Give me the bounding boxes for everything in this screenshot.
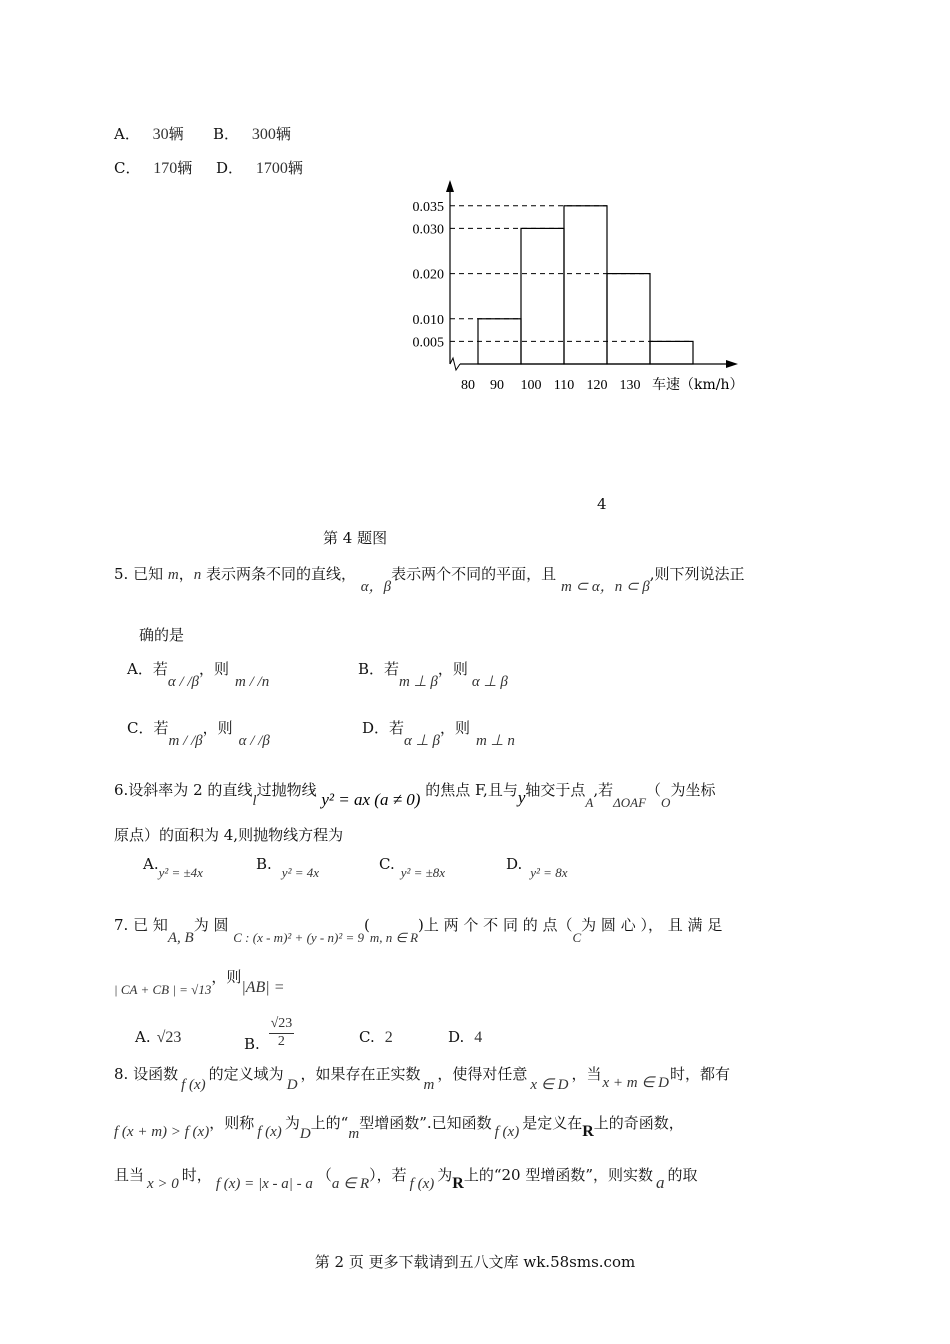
math-AB-abs: |AB| = xyxy=(241,979,285,996)
math-condition: m ⊥ β xyxy=(399,674,438,690)
math-a: a xyxy=(656,1173,665,1192)
option-unit: 辆 xyxy=(177,159,193,177)
text: ( xyxy=(364,916,370,934)
math-condition: α ⊥ β xyxy=(404,733,440,749)
text: 7. 已 知 xyxy=(114,916,168,934)
y-axis-arrow xyxy=(446,180,454,192)
math-option: y² = ±8x xyxy=(400,865,446,880)
text: 5. 已知 xyxy=(114,565,168,583)
text: 过抛物线 xyxy=(256,781,317,799)
speed-histogram xyxy=(390,170,770,400)
x-tick-label: 100 xyxy=(520,378,542,393)
option-label: B． xyxy=(213,125,240,143)
text: 为 圆 心 ）， 且 满 足 xyxy=(581,916,723,934)
q4-option-c xyxy=(114,159,192,178)
option-label: A. xyxy=(135,1028,151,1046)
option-unit: 辆 xyxy=(168,125,184,143)
text: ，使得对任意 xyxy=(437,1065,528,1083)
text: 的焦点 F,且与 xyxy=(425,781,518,799)
text: 表示两个不同的平面，且 xyxy=(391,565,557,583)
text: ，则 xyxy=(211,968,242,986)
math-result: m ⊥ n xyxy=(475,733,515,749)
text: 上的奇函数， xyxy=(593,1114,684,1132)
option-label: C. xyxy=(359,1028,375,1046)
figure-caption: 第 4 题图 xyxy=(323,529,388,547)
math-definition: f (x) = |x - a| - a xyxy=(215,1176,313,1192)
math-D: D xyxy=(299,1126,311,1142)
option-unit: 辆 xyxy=(287,159,303,177)
q6-option-d xyxy=(506,855,568,880)
text: 轴交于点 xyxy=(525,781,586,799)
option-label: D．若 xyxy=(362,719,405,737)
text: ，当 xyxy=(571,1065,602,1083)
text: ，则 xyxy=(202,719,233,737)
fraction-numerator: √23 xyxy=(269,1016,295,1034)
text: 型增函数”.已知函数 xyxy=(359,1114,492,1132)
math-condition: m, n ∈ R xyxy=(369,930,419,945)
text: 为 圆 xyxy=(193,916,229,934)
q8-stem-line3 xyxy=(114,1165,698,1192)
math-D: D xyxy=(286,1077,298,1093)
text: ，则 xyxy=(437,660,468,678)
q4-option-a xyxy=(114,125,184,144)
option-label: C．若 xyxy=(127,719,169,737)
math-x-positive: x > 0 xyxy=(147,1176,179,1192)
text: ，则 xyxy=(439,719,470,737)
q8-stem-line2 xyxy=(114,1114,684,1142)
q4-option-b xyxy=(213,125,291,144)
math-a-in-R: a ∈ R xyxy=(331,1176,370,1192)
text: ，则 xyxy=(199,660,230,678)
text: ，如果存在正实数 xyxy=(300,1065,421,1083)
text: 为 xyxy=(437,1166,453,1184)
math-inequality: f (x + m) > f (x) xyxy=(114,1124,210,1140)
text: 6.设斜率为 2 的直线 xyxy=(114,781,253,799)
math-R: R xyxy=(582,1123,594,1140)
option-label: D. xyxy=(506,855,523,873)
math-condition: m ⊂ α，n ⊂ β xyxy=(560,579,650,595)
text: ,则下列说法正 xyxy=(649,565,745,583)
histogram-bar xyxy=(650,341,693,364)
x-tick-label: 120 xyxy=(586,378,608,393)
q7-stem-line2 xyxy=(114,968,285,997)
q5-option-c xyxy=(127,719,270,749)
math-x-in-D: x ∈ D xyxy=(530,1077,569,1093)
option-unit: 辆 xyxy=(275,125,291,143)
q7-option-b xyxy=(244,1016,294,1054)
histogram-bar xyxy=(521,228,564,364)
q5-option-b xyxy=(358,660,508,690)
math-option: y² = 8x xyxy=(530,865,568,880)
math-result: α / /β xyxy=(238,733,270,749)
option-label: D. xyxy=(448,1028,465,1046)
math-circle: C : (x - m)² + (y - n)² = 9 xyxy=(233,930,364,945)
text: 上 两 个 不 同 的 点（ xyxy=(423,916,573,934)
math-C: C xyxy=(572,930,582,945)
q7-option-d xyxy=(448,1028,482,1047)
option-label: A．若 xyxy=(127,660,168,678)
math-parabola: y² = ax (a ≠ 0) xyxy=(321,790,421,809)
page-footer: 第 2 页 更多下载请到五八文库 wk.58sms.com xyxy=(314,1253,636,1271)
q7-option-a xyxy=(135,1028,181,1047)
option-label: A. xyxy=(143,855,159,873)
math-fx: f (x) xyxy=(181,1077,206,1093)
text: ，则称 xyxy=(209,1114,255,1132)
option-label: B．若 xyxy=(358,660,400,678)
math-l: l xyxy=(252,793,257,809)
math-A: A xyxy=(585,795,594,810)
y-tick-label: 0.010 xyxy=(412,312,444,328)
y-tick-label: 0.020 xyxy=(412,267,444,283)
x-tick-label: 110 xyxy=(553,378,575,393)
math-fx: f (x) xyxy=(257,1124,282,1140)
math-result: α ⊥ β xyxy=(471,674,508,690)
q6-option-c xyxy=(379,855,446,880)
text: 为坐标 xyxy=(670,781,716,799)
q5-option-a xyxy=(127,660,270,690)
option-label: B. xyxy=(256,855,272,873)
q8-stem-line1 xyxy=(114,1065,731,1093)
math-fx: f (x) xyxy=(409,1176,435,1192)
x-tick-label: 90 xyxy=(490,378,504,393)
math-vector-condition: | CA + CB | = √13 xyxy=(114,982,212,997)
option-label: C. xyxy=(379,855,395,873)
option-value: 30 xyxy=(152,126,169,143)
math-triangle: ΔOAF xyxy=(613,795,647,810)
math-option: y² = ±4x xyxy=(158,865,203,880)
text: ， xyxy=(178,565,194,583)
text: ,若 xyxy=(593,781,614,799)
math-m: m xyxy=(348,1126,360,1142)
option-value: 170 xyxy=(153,160,178,177)
q6-option-b xyxy=(256,855,320,880)
histogram-bar xyxy=(564,206,607,364)
math-option: 4 xyxy=(474,1029,483,1046)
text: ) xyxy=(418,916,424,934)
math-condition: α / /β xyxy=(167,674,200,690)
math-fx: f (x) xyxy=(494,1124,520,1140)
math-condition: m / /β xyxy=(168,733,203,749)
y-tick-label: 0.035 xyxy=(412,199,444,215)
math-planes: α，β xyxy=(360,579,392,595)
math-option: √23 xyxy=(156,1029,182,1046)
option-label: C． xyxy=(114,159,141,177)
math-x-plus-m: x + m ∈ D xyxy=(602,1075,669,1091)
math-R: R xyxy=(452,1175,464,1192)
q5-stem xyxy=(114,565,745,595)
text: 表示两条不同的直线， xyxy=(201,565,356,583)
math-option: 2 xyxy=(384,1029,393,1046)
option-value: 1700 xyxy=(255,160,288,177)
text: 的取 xyxy=(667,1166,698,1184)
math-result: m / /n xyxy=(235,674,270,690)
q4-option-d xyxy=(216,159,303,178)
axis-break xyxy=(450,358,460,370)
text: （ xyxy=(316,1166,332,1184)
math-m: m xyxy=(167,567,179,583)
math-option: y² = 4x xyxy=(281,865,320,880)
text: 时，都有 xyxy=(670,1065,731,1083)
text: 为 xyxy=(284,1114,300,1132)
histogram-bar xyxy=(607,274,650,364)
text: 时， xyxy=(181,1166,212,1184)
x-tick-label: 80 xyxy=(461,378,475,393)
math-AB: A, B xyxy=(167,930,194,946)
x-tick-label: 130 xyxy=(619,378,641,393)
q5-stem-line2: 确的是 xyxy=(139,626,185,644)
figure-number: 4 xyxy=(597,495,607,513)
q5-option-d xyxy=(362,719,515,749)
y-tick-label: 0.030 xyxy=(412,222,444,238)
y-tick-label: 0.005 xyxy=(412,335,444,351)
math-O: O xyxy=(661,795,671,810)
text: （ xyxy=(646,781,662,799)
text: ），若 xyxy=(369,1166,407,1184)
q7-option-c xyxy=(359,1028,393,1047)
option-label: D． xyxy=(216,159,244,177)
option-value: 300 xyxy=(251,126,276,143)
text: 上的“ xyxy=(310,1114,349,1132)
x-axis-label: 车速（km/h） xyxy=(652,377,744,393)
q6-stem xyxy=(114,780,716,810)
text: 的定义域为 xyxy=(208,1065,284,1083)
q6-option-a xyxy=(143,855,203,880)
text: 且当 xyxy=(114,1166,145,1184)
math-y: y xyxy=(517,788,526,807)
math-n: n xyxy=(193,567,202,583)
q6-stem-line2: 原点）的面积为 4,则抛物线方程为 xyxy=(114,826,344,844)
text: 8. 设函数 xyxy=(114,1065,179,1083)
x-axis-arrow xyxy=(726,360,738,368)
q7-stem xyxy=(114,916,723,946)
option-label: B. xyxy=(244,1035,260,1054)
fraction xyxy=(269,1016,295,1051)
text: 上的“20 型增函数”，则实数 xyxy=(463,1166,654,1184)
fraction-denominator: 2 xyxy=(277,1033,285,1049)
text: 是定义在 xyxy=(522,1114,583,1132)
option-label: A． xyxy=(114,125,140,143)
math-m: m xyxy=(423,1077,435,1093)
